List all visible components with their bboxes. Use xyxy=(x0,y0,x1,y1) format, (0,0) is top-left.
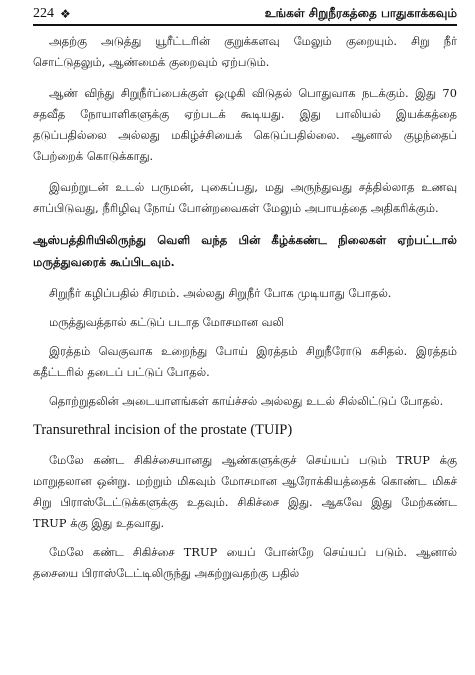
section-heading: ஆஸ்பத்திரியிலிருந்து வெளி வந்த பின் கீழ்க்கண்ட நிலைகள் ஏற்பட்டால் மருத்துவரைக் கூப்பிடவும். xyxy=(33,233,457,269)
running-title: உங்கள் சிறுநீரகத்தை பாதுகாக்கவும் xyxy=(264,6,457,20)
ornament-icon: ❖ xyxy=(60,7,71,21)
tuip-paragraph: மேலே கண்ட சிகிச்சை TRUP யைப் போன்றே செய்யப் படும். ஆனால் தசையை பிராஸ்டேட்டிலிருந்து அகற்றுவதற்கு பதில் xyxy=(33,546,457,580)
condition-item: மருத்துவத்தால் கட்டுப் படாத மோசமான வலி xyxy=(49,316,284,329)
condition-item: தொற்றுதலின் அடையாளங்கள் காய்ச்சல் அல்லது உடல் சில்லிட்டுப் போதல். xyxy=(49,395,444,408)
paragraph: இவற்றுடன் உடல் பருமன், புகைப்பது, மது அருந்துவது சத்தில்லாத உணவு சாப்பிடுவது, நீரிழிவு நோய் போன்றவைகள் மேலும் அபாயத்தை அதிகரிக்கும். xyxy=(33,181,457,215)
page-header xyxy=(33,5,457,23)
condition-item: சிறுநீர் கழிப்பதில் சிரமம். அல்லது சிறுநீர் போக முடியாது போதல். xyxy=(49,287,392,300)
page-number: 224 xyxy=(33,6,54,21)
page-body xyxy=(33,31,457,592)
tuip-paragraph: மேலே கண்ட சிகிச்சையானது ஆண்களுக்குச் செய்யப் படும் TRUP க்கு மாறுதலான ஒன்று. மற்றும் மிகவும் மோசமான ஆரோக்கியத்தைக் கொண்ட மிகச் சிறு பிராஸ்டேட்டுக்களுக்கு உதவும். சிகிச்சை இது. ஆகவே இது மேற்கண்ட TRUP க்கு இது உதவாது. xyxy=(33,454,457,530)
paragraph: ஆண் விந்து சிறுநீர்ப்பைக்குள் ஒழுகி விடுதல் பொதுவாக நடக்கும். இது 70 சதவீத நோயாளிகளுக்கு ஏற்படக் கூடியது. இது பாலியல் இயக்கத்தை தடுப்பதில்லை அல்லது மகிழ்ச்சியைக் கெடுப்பதில்லை. ஆனால் குழந்தைப் பேற்றைக் கொடுக்காது. xyxy=(33,87,457,163)
paragraph: அதற்கு அடுத்து யூரீட்டரின் குறுக்களவு மேலும் குறையும். சிறு நீர் சொட்டுதலும், ஆண்மைக் குறைவும் ஏற்படும். xyxy=(33,35,457,69)
condition-item: இரத்தம் வெகுவாக உறைந்து போய் இரத்தம் சிறுநீரோடு கசிதல். இரத்தம் கதீட்டரில் தடைப் பட்டுப் போதல். xyxy=(33,345,457,379)
tuip-heading: Transurethral incision of the prostate (TUIP) xyxy=(33,422,293,438)
header-rule xyxy=(33,24,457,26)
